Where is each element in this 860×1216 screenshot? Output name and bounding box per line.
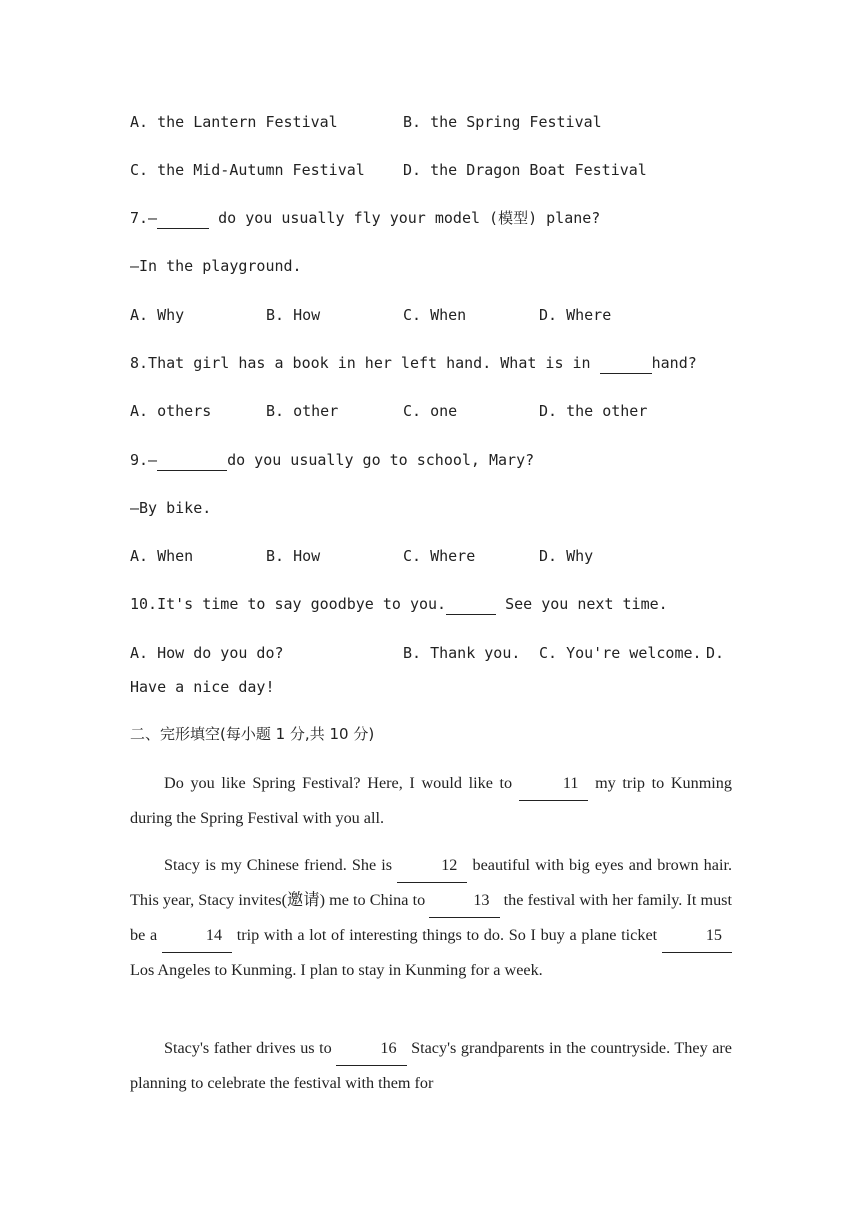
blank-13[interactable]: 13 bbox=[429, 883, 499, 918]
q7-option-b: B. How bbox=[266, 306, 321, 324]
q7-blank[interactable] bbox=[157, 208, 209, 229]
p3-text-b: Stacy's grandparents in the countryside. They are planning to celebrate the festival with them for bbox=[130, 1039, 732, 1092]
q10-stem-suffix: See you next time. bbox=[496, 595, 668, 613]
q7-stem-prefix: 7.— bbox=[130, 209, 158, 227]
p2-text-c: the festival with her family. It must be a bbox=[130, 891, 732, 944]
section-title: 二、完形填空(每小题 1 分,共 10 分) bbox=[130, 725, 375, 743]
q6-option-d: D. the Dragon Boat Festival bbox=[403, 161, 647, 179]
p2-text-e: Los Angeles to Kunming. I plan to stay in Kunming for a week. bbox=[130, 961, 543, 979]
q9-stem-prefix: 9.— bbox=[130, 451, 158, 469]
q10-stem-prefix: 10.It's time to say goodbye to you. bbox=[130, 595, 447, 613]
passage-paragraph-3 bbox=[130, 1031, 732, 1100]
q10-option-a: A. How do you do? bbox=[130, 644, 284, 662]
q8-option-a: A. others bbox=[130, 402, 212, 420]
q10-option-c: C. You're welcome. bbox=[539, 644, 702, 662]
q8-stem bbox=[130, 353, 697, 374]
q7-option-a: A. Why bbox=[130, 306, 185, 324]
p1-text-a: Do you like Spring Festival? Here, I would like to bbox=[164, 774, 519, 792]
q6-option-c: C. the Mid-Autumn Festival bbox=[130, 161, 365, 179]
q8-option-b: B. other bbox=[266, 402, 339, 420]
passage-paragraph-2 bbox=[130, 848, 732, 987]
blank-14[interactable]: 14 bbox=[162, 918, 232, 953]
q9-option-c: C. Where bbox=[403, 547, 476, 565]
q6-option-a: A. the Lantern Festival bbox=[130, 113, 338, 131]
blank-16[interactable]: 16 bbox=[336, 1031, 406, 1066]
q9-blank[interactable] bbox=[157, 450, 227, 471]
q9-stem bbox=[130, 450, 534, 471]
q10-stem bbox=[130, 594, 668, 615]
q7-option-d: D. Where bbox=[539, 306, 612, 324]
blank-12[interactable]: 12 bbox=[397, 848, 467, 883]
p2-text-b: beautiful with big eyes and brown hair. This year, Stacy invites(邀请) me to China to bbox=[130, 856, 732, 909]
q9-option-b: B. How bbox=[266, 547, 321, 565]
q7-stem bbox=[130, 208, 600, 229]
q8-stem-prefix: 8.That girl has a book in her left hand. What is in bbox=[130, 354, 600, 372]
q8-option-c: C. one bbox=[403, 402, 458, 420]
q6-option-b: B. the Spring Festival bbox=[403, 113, 602, 131]
q7-option-c: C. When bbox=[403, 306, 467, 324]
passage-paragraph-1 bbox=[130, 766, 732, 835]
q10-option-d-text: Have a nice day! bbox=[130, 678, 275, 696]
q10-option-d-label: D. bbox=[706, 644, 725, 662]
blank-11[interactable]: 11 bbox=[519, 766, 589, 801]
q8-option-d: D. the other bbox=[539, 402, 648, 420]
q7-stem-suffix: do you usually fly your model (模型) plane? bbox=[209, 209, 601, 227]
q9-answer-line: —By bike. bbox=[130, 499, 212, 517]
blank-15[interactable]: 15 bbox=[662, 918, 732, 953]
q8-stem-suffix: hand? bbox=[651, 354, 697, 372]
q10-option-b: B. Thank you. bbox=[403, 644, 521, 662]
p2-text-a: Stacy is my Chinese friend. She is bbox=[164, 856, 398, 874]
q7-answer-line: —In the playground. bbox=[130, 257, 302, 275]
q10-blank[interactable] bbox=[446, 594, 496, 615]
q8-blank[interactable] bbox=[600, 353, 652, 374]
p1-text-b: my trip to Kunming during the Spring Festival with you all. bbox=[130, 774, 732, 827]
q9-option-d: D. Why bbox=[539, 547, 594, 565]
q9-stem-suffix: do you usually go to school, Mary? bbox=[227, 451, 535, 469]
q9-option-a: A. When bbox=[130, 547, 194, 565]
p2-text-d: trip with a lot of interesting things to do. So I buy a plane ticket bbox=[232, 926, 662, 944]
p3-text-a: Stacy's father drives us to bbox=[164, 1039, 337, 1057]
